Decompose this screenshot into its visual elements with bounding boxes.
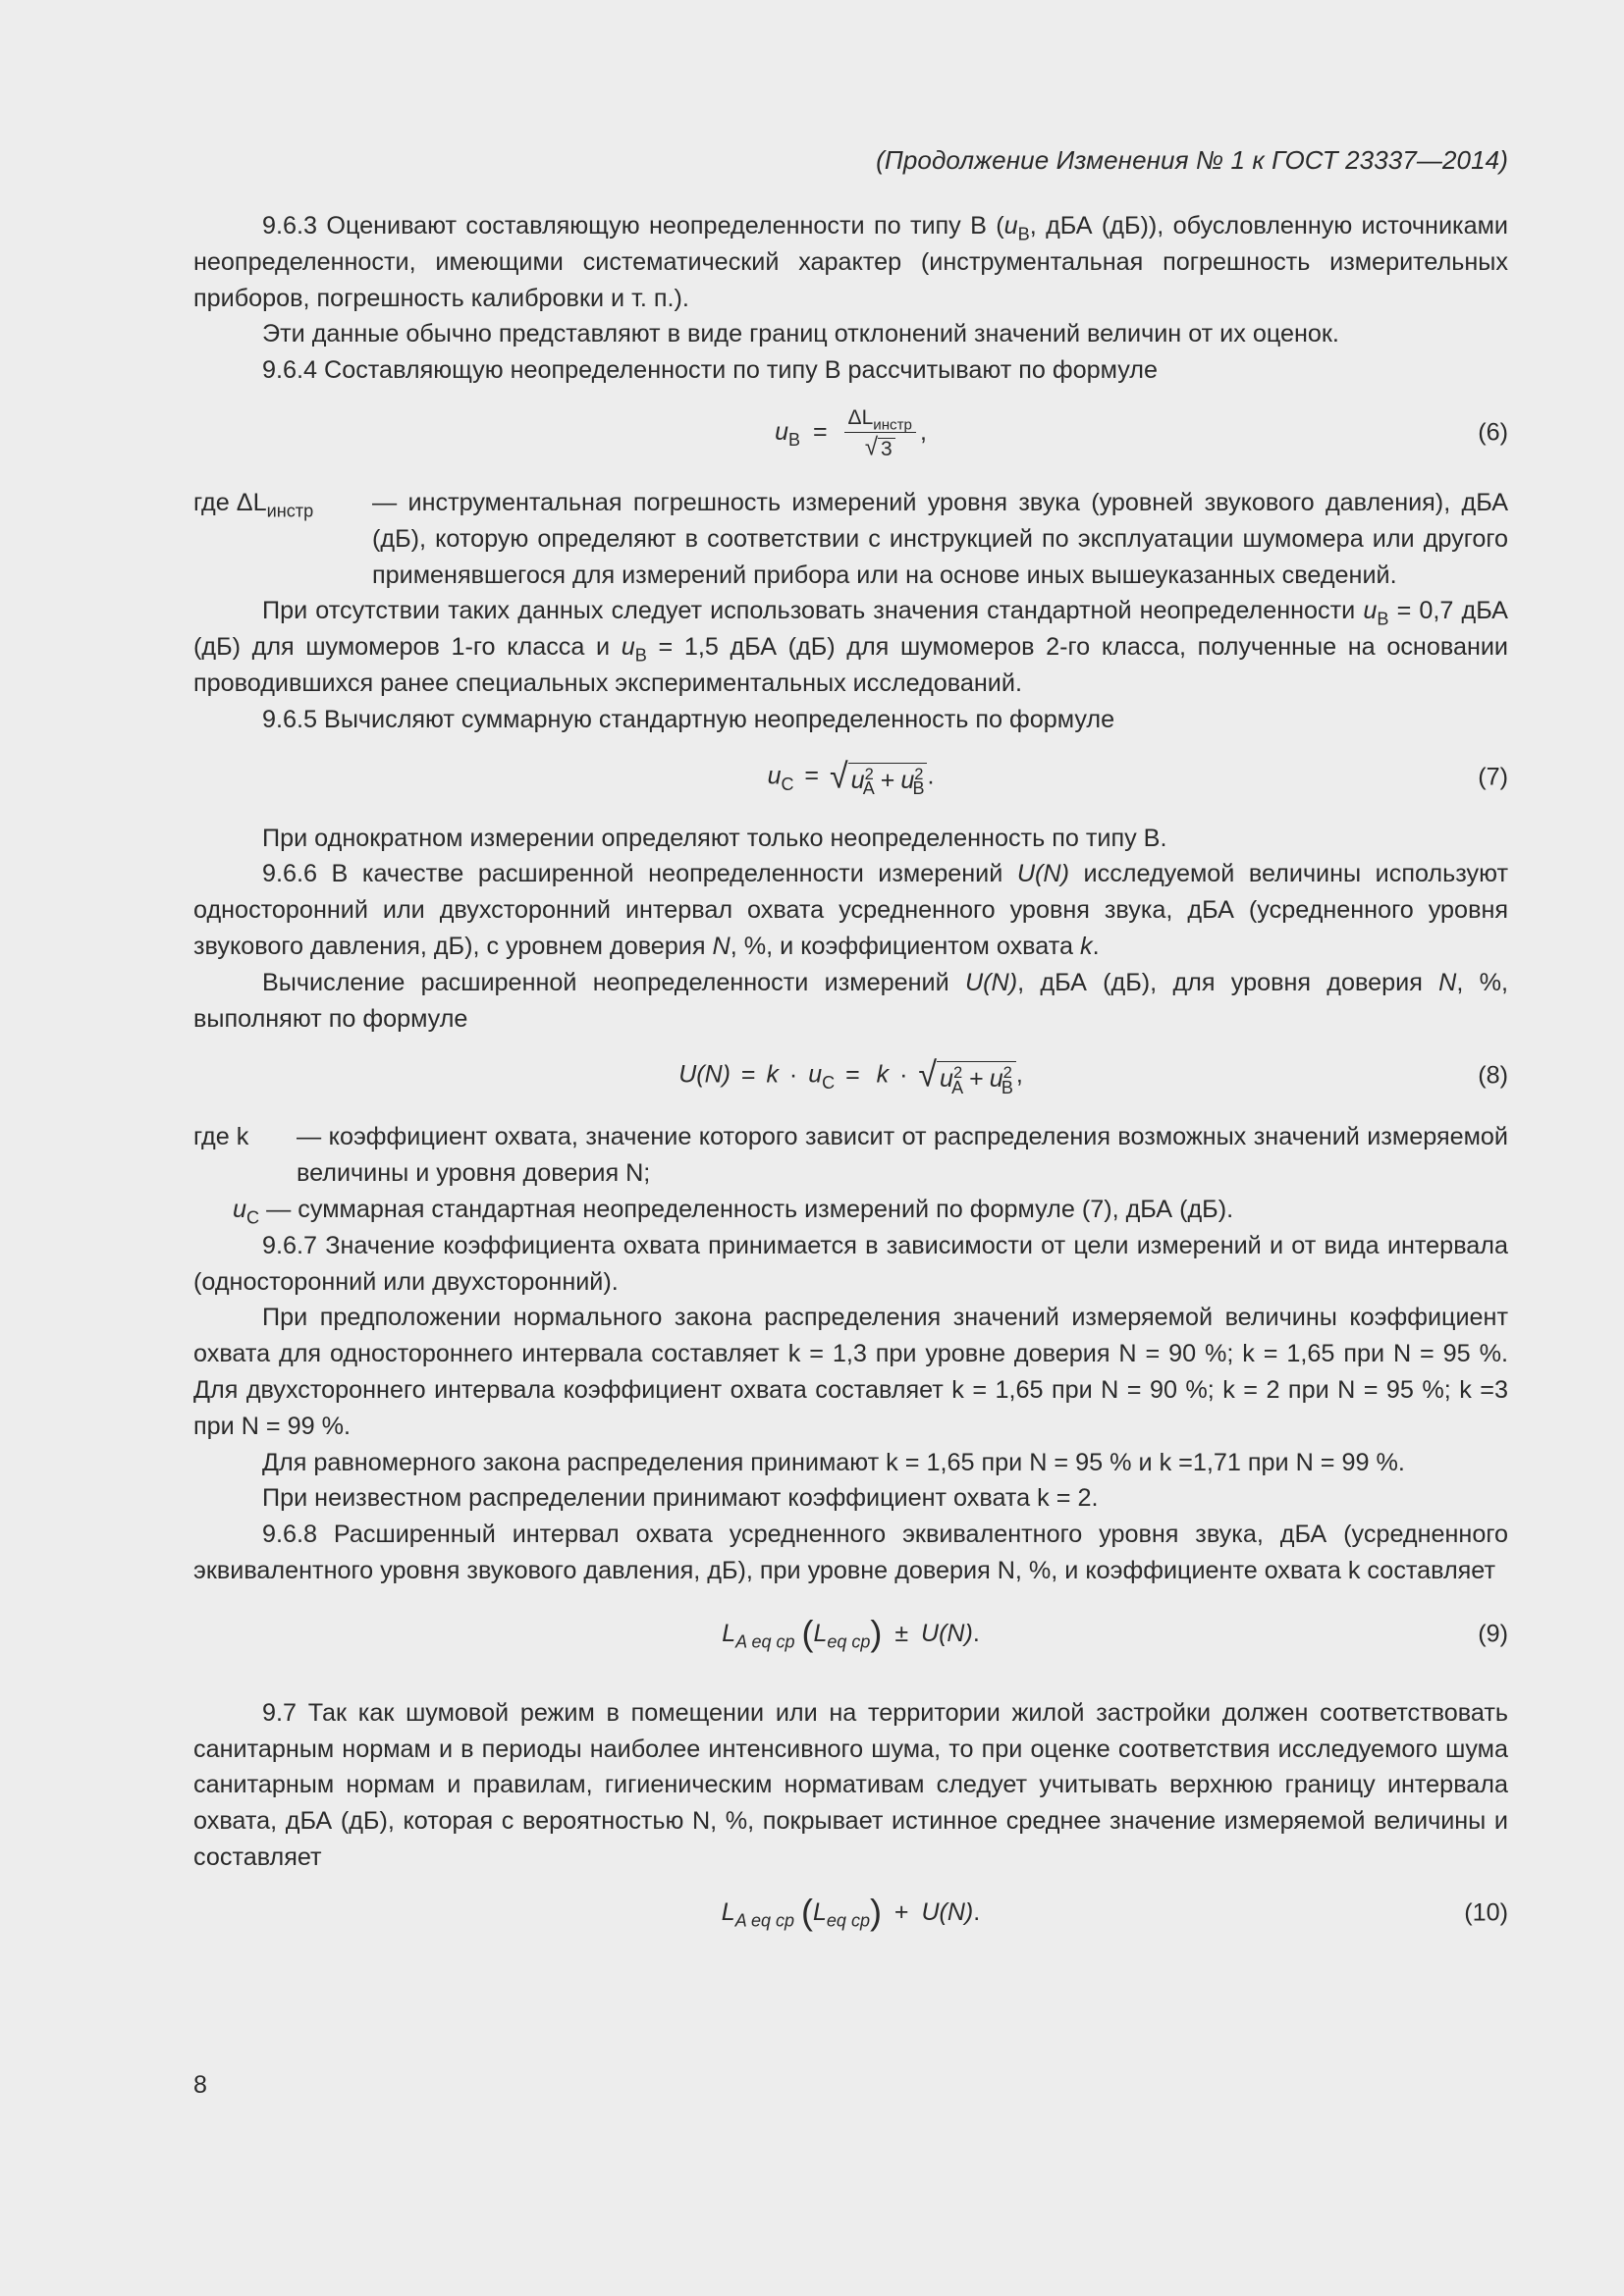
formula-6-expression: $u_В$ = $\Delta L_{инстр}$ √ 3 , xyxy=(775,405,927,461)
paragraph-unknown-law: При неизвестном распределении принимают коэффициент охвата k = 2. xyxy=(262,1484,1099,1513)
formula-6 xyxy=(193,389,1508,477)
paragraph-9-6-3-data: Эти данные обычно представляют в виде границ отклонений значений величин от их оценок. xyxy=(262,320,1339,348)
formula-9-number: (9) xyxy=(1478,1620,1508,1648)
running-header: (Продолжение Изменения № 1 к ГОСТ 23337—2014) xyxy=(876,145,1508,175)
fraction: $\Delta L_{инстр}$ √ 3 xyxy=(844,405,916,460)
formula-8 xyxy=(193,1037,1508,1115)
formula-10-number: (10) xyxy=(1464,1898,1508,1927)
where-uc: $u_С$ — суммарная стандартная неопределенность измерений по формуле (7), дБА (дБ). xyxy=(233,1195,1234,1228)
paragraph-9-6-4: 9.6.4 Составляющую неопределенности по типу В рассчитывают по формуле xyxy=(262,356,1158,385)
paragraph-uniform-law: Для равномерного закона распределения принимают k = 1,65 при N = 95 % и k =1,71 при N = 99 %. xyxy=(262,1448,1405,1476)
formula-9 xyxy=(193,1589,1508,1680)
formula-7 xyxy=(193,738,1508,817)
paragraph-normal-law: При предположении нормального закона распределения значений измеряемой величины коэффициент охвата для одностороннего интервала составляет k = 1,3 при уровне доверия N = 90 %; k = 1,65 при N = 95 %. Для двухстороннего интервала коэффициент охвата составляет k = 1,65 при N = 90 %; k = 2 при N = 95 %; k =3 при N = 99 %. xyxy=(193,1304,1508,1440)
formula-10 xyxy=(193,1876,1508,1950)
formula-7-expression: $u_С$ = √ $u^2_А + u^2_В$ . xyxy=(767,756,935,798)
formula-9-expression: $L_{A eq ср}$ $(L_{eq ср}) \pm U(N)$. xyxy=(722,1613,980,1654)
page-number: 8 xyxy=(193,2071,207,2099)
paragraph-calculation: Вычисление расширенной неопределенности измерений U(N), дБА (дБ), для уровня доверия N, %, выполняют по формуле xyxy=(193,968,1509,1033)
formula-8-number: (8) xyxy=(1478,1061,1508,1090)
where-k: где k — коэффициент охвата, значение которого зависит от распределения возможных значений измеряемой величины и уровня доверия N; xyxy=(193,1123,1508,1188)
paragraph-9-6-5: 9.6.5 Вычисляют суммарную стандартную неопределенность по формуле xyxy=(262,705,1115,733)
page-body xyxy=(193,208,1508,1950)
paragraph-9-6-7: 9.6.7 Значение коэффициента охвата принимается в зависимости от цели измерений и от вида интервала (односторонний или двухсторонний). xyxy=(193,1231,1508,1296)
formula-10-expression: $L_{A eq ср}$ $(L_{eq ср}) + U(N)$. xyxy=(721,1892,981,1933)
paragraph-single-measurement: При однократном измерении определяют только неопределенность по типу В. xyxy=(262,824,1167,852)
paragraph-absence: При отсутствии таких данных следует использовать значения стандартной неопределенности $u_В = 0,7$ дБА (дБ) для шумомеров 1-го класса и $u_В = 1,5$ дБА (дБ) для шумомеров 2-го класса, полученные на основании проводившихся ранее специальных экспериментальных исследований. xyxy=(193,597,1508,697)
paragraph-9-6-6: 9.6.6 В качестве расширенной неопределенности измерений U(N) исследуемой величины используют односторонний или двухсторонний интервал охвата усредненного уровня звука, дБА (усредненного уровня звукового давления, дБ), с уровнем доверия N, %, и коэффициентом охвата k. xyxy=(193,860,1508,960)
formula-6-number: (6) xyxy=(1478,418,1508,447)
paragraph-9-6-3: 9.6.3 Оценивают составляющую неопределенности по типу В ($u_В$, дБА (дБ)), обусловленную источниками неопределенности, имеющими систематический характер (инструментальная погрешность измерительных приборов, погрешность калибровки и т. п.). xyxy=(193,212,1508,312)
where-delta-l: где $\Delta L_{инстр}$ — инструментальная погрешность измерений уровня звука (уровней звукового давления), дБА (дБ), которую определяют в соответствии с инструкцией по эксплуатации шумомера или другого применявшегося для измерений прибора или на основе иных вышеуказанных сведений. xyxy=(193,488,1508,589)
formula-8-expression: $U(N) = k \cdot u_С = k$ · √ $u^2_А + u^2_В$ , xyxy=(678,1055,1023,1097)
paragraph-9-7: 9.7 Так как шумовой режим в помещении или на территории жилой застройки должен соответствовать санитарным нормам и в периоды наиболее интенсивного шума, то при оценке соответствия исследуемого шума санитарным нормам и правилам, гигиеническим нормативам следует учитывать верхнюю границу интервала охвата, дБА (дБ), которая с вероятностью N, %, покрывает истинное среднее значение измеряемой величины и составляет xyxy=(193,1698,1508,1871)
formula-7-number: (7) xyxy=(1478,763,1508,791)
paragraph-9-6-8: 9.6.8 Расширенный интервал охвата усредненного эквивалентного уровня звука, дБА (усредненного эквивалентного уровня звукового давления, дБ), при уровне доверия N, %, и коэффициенте охвата k составляет xyxy=(193,1521,1508,1584)
